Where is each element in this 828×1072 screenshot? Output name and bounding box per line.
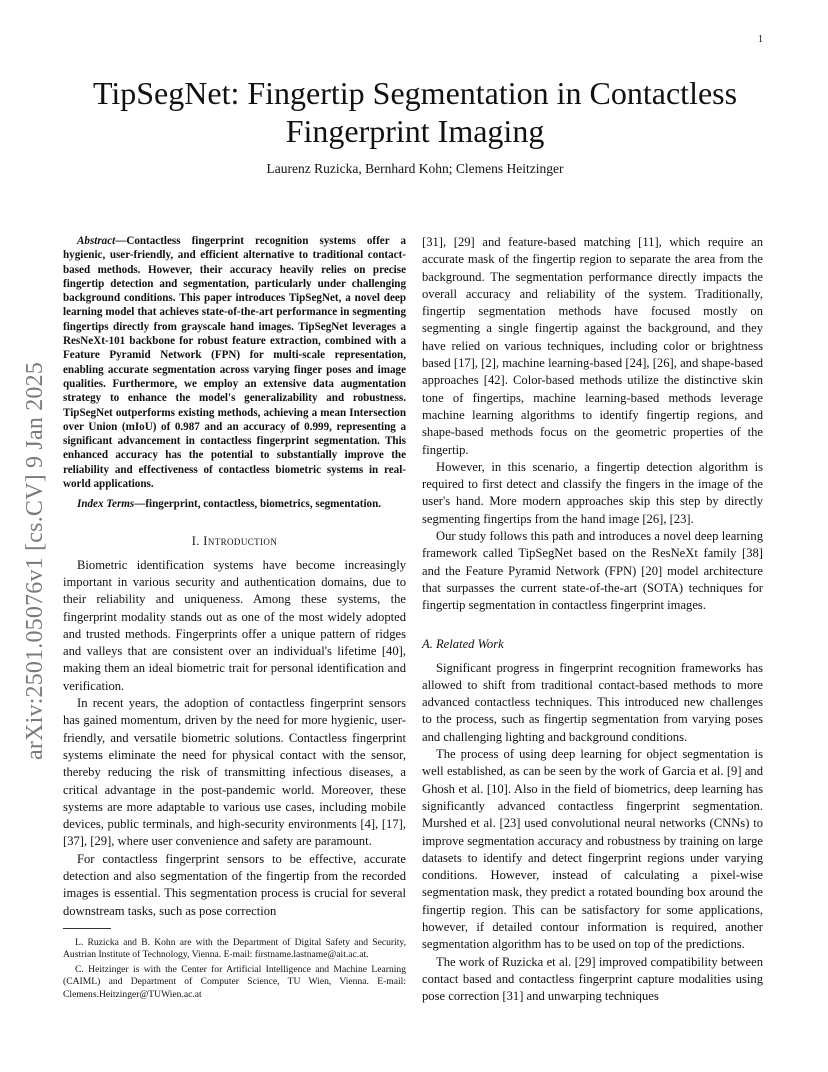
related-work-paragraph: The work of Ruzicka et al. [29] improved compatibility between contact based and contactless fingerprint capture modalities using pose correction [31] and unwarping techniques xyxy=(422,954,763,1004)
footnotes xyxy=(63,937,406,1001)
paper-title: TipSegNet: Fingertip Segmentation in Contactless Fingerprint Imaging xyxy=(92,75,738,149)
index-terms-text: —fingerprint, contactless, biometrics, segmentation. xyxy=(134,498,382,511)
author-list: Laurenz Ruzicka, Bernhard Kohn; Clemens Heitzinger xyxy=(266,161,564,176)
arxiv-identifier-stamp xyxy=(20,300,50,760)
intro-paragraph-continued: [31], [29] and feature-based matching [11], which require an accurate mask of the fingertip region to separate the area from the background. The segmentation performance directly impacts the overall accuracy and reliability of the system. Traditionally, fingertip segmentation methods have focused mostly on segmenting a single fingertip against the background, and they have relied on various techniques, including color or brightness based [17], [2], machine learning-based [24], [26], and shape-based approaches [42]. Color-based methods utilize the distinctive skin tone of fingertips, machine learning-based methods leverage machine learning algorithms to identify fingertip regions, and shape-based methods focus on the geometric properties of the fingertip. xyxy=(422,235,763,457)
section-number: I. xyxy=(191,533,200,548)
related-work-paragraph: The process of using deep learning for object segmentation is well established, as can be seen by the work of Garcia et al. [9] and Ghosh et al. [10]. Also in the field of biometrics, deep learning has significantly advanced contactless fingerprint segmentation. Murshed et al. [23] used convolutional neural networks (CNNs) to improve segmentation accuracy and robustness by training on large datasets to identify and detect fingerprint regions under varying conditions. However, instead of calculating a pixel-wise segmentation mask, they predict a rotated bounding box around the fingertip region. This can be satisfactory for some applications, however, if detailed contour information is required, another segmentation algorithm has to be used on top of the predictions. xyxy=(422,747,763,952)
section-heading-introduction xyxy=(63,534,406,549)
right-column xyxy=(422,234,763,1005)
footnote-affiliation: C. Heitzinger is with the Center for Artificial Intelligence and Machine Learning (CAIML) and Department of Computer Science, TU Wien, Vienna. E-mail: Clemens.Heitzinger@TUWien.ac.at xyxy=(63,963,406,1000)
footnote-affiliation: L. Ruzicka and B. Kohn are with the Department of Digital Safety and Security, Austrian Institute of Technology, Vienna. E-mail: firstname.lastname@ait.ac.at. xyxy=(63,937,406,961)
abstract-text: —Contactless fingerprint recognition systems offer a hygienic, user-friendly, and efficient alternative to traditional contact-based methods. However, their accuracy heavily relies on precise fingertip detection and segmentation, particularly under challenging background conditions. This paper introduces TipSegNet, a novel deep learning model that achieves state-of-the-art performance in segmenting fingertips directly from grayscale hand images. TipSegNet leverages a ResNeXt-101 backbone for robust feature extraction, combined with a Feature Pyramid Network (FPN) for multi-scale representation, enabling accurate segmentation across varying finger poses and image qualities. Furthermore, we employ an extensive data augmentation strategy to enhance the model's generalizability and robustness. TipSegNet outperforms existing methods, achieving a mean Intersection over Union (mIoU) of 0.987 and an accuracy of 0.999, representing a significant advancement in contactless fingerprint segmentation. This enhanced accuracy has the potential to substantially improve the reliability and effectiveness of contactless biometric systems in real-world applications. xyxy=(63,235,406,491)
intro-paragraph: However, in this scenario, a fingertip detection algorithm is required to first detect and classify the fingers in the image of the user's hand. More modern approaches skip this step by directly segmenting fingertips from the hand image [26], [23]. xyxy=(422,459,763,526)
intro-paragraph: Our study follows this path and introduces a novel deep learning framework called TipSegNet based on the ResNeXt family [38] and the Feature Pyramid Network (FPN) [20] model architecture that surpasses the current state-of-the-art (SOTA) techniques for fingertip segmentation in contactless fingerprint images. xyxy=(422,529,763,613)
intro-paragraph: For contactless fingerprint sensors to be effective, accurate detection and also segmentation of the fingertip from the recorded images is essential. This segmentation process is crucial for several downstream tasks, such as pose correction xyxy=(63,851,406,918)
section-title: Introduction xyxy=(203,533,278,548)
abstract xyxy=(63,234,406,491)
subsection-heading-related-work: A. Related Work xyxy=(422,636,504,651)
page-number: 1 xyxy=(758,34,763,45)
index-terms-label: Index Terms xyxy=(77,498,135,511)
related-work-paragraph: Significant progress in fingerprint recognition frameworks has allowed to shift from traditional contact-based methods to more advanced contactless techniques. This introduced new challenges to the process, such as fingertip segmentation from varying poses and challenging lighting and background conditions. xyxy=(422,660,763,744)
abstract-label: Abstract xyxy=(77,235,116,247)
footnote-rule xyxy=(63,928,111,929)
left-column xyxy=(63,234,406,920)
intro-paragraph: Biometric identification systems have become increasingly important in various security and authentication domains, due to their reliability and uniqueness. Among these systems, the fingerprint modality stands out as one of the most widely adopted and trusted methods. Fingerprints offer a unique pattern of ridges and valleys that are consistent over an individual's lifetime [40], making them an ideal biometric trait for personal identification and verification. xyxy=(63,557,406,693)
index-terms xyxy=(63,497,406,511)
arxiv-identifier-text: arXiv:2501.05076v1 [cs.CV] 9 Jan 2025 xyxy=(22,361,48,760)
intro-paragraph: In recent years, the adoption of contactless fingerprint sensors has gained momentum, driven by the need for more hygienic, user-friendly, and versatile biometric solutions. Contactless fingerprint systems eliminate the need for physical contact with the sensor, thereby reducing the risk of transmitting infectious diseases, a critical advantage in the post-pandemic world. Moreover, these systems are more adaptable to various use cases, including mobile devices, public terminals, and high-security environments [4], [17], [37], [29], where user convenience and safety are paramount. xyxy=(63,696,406,849)
